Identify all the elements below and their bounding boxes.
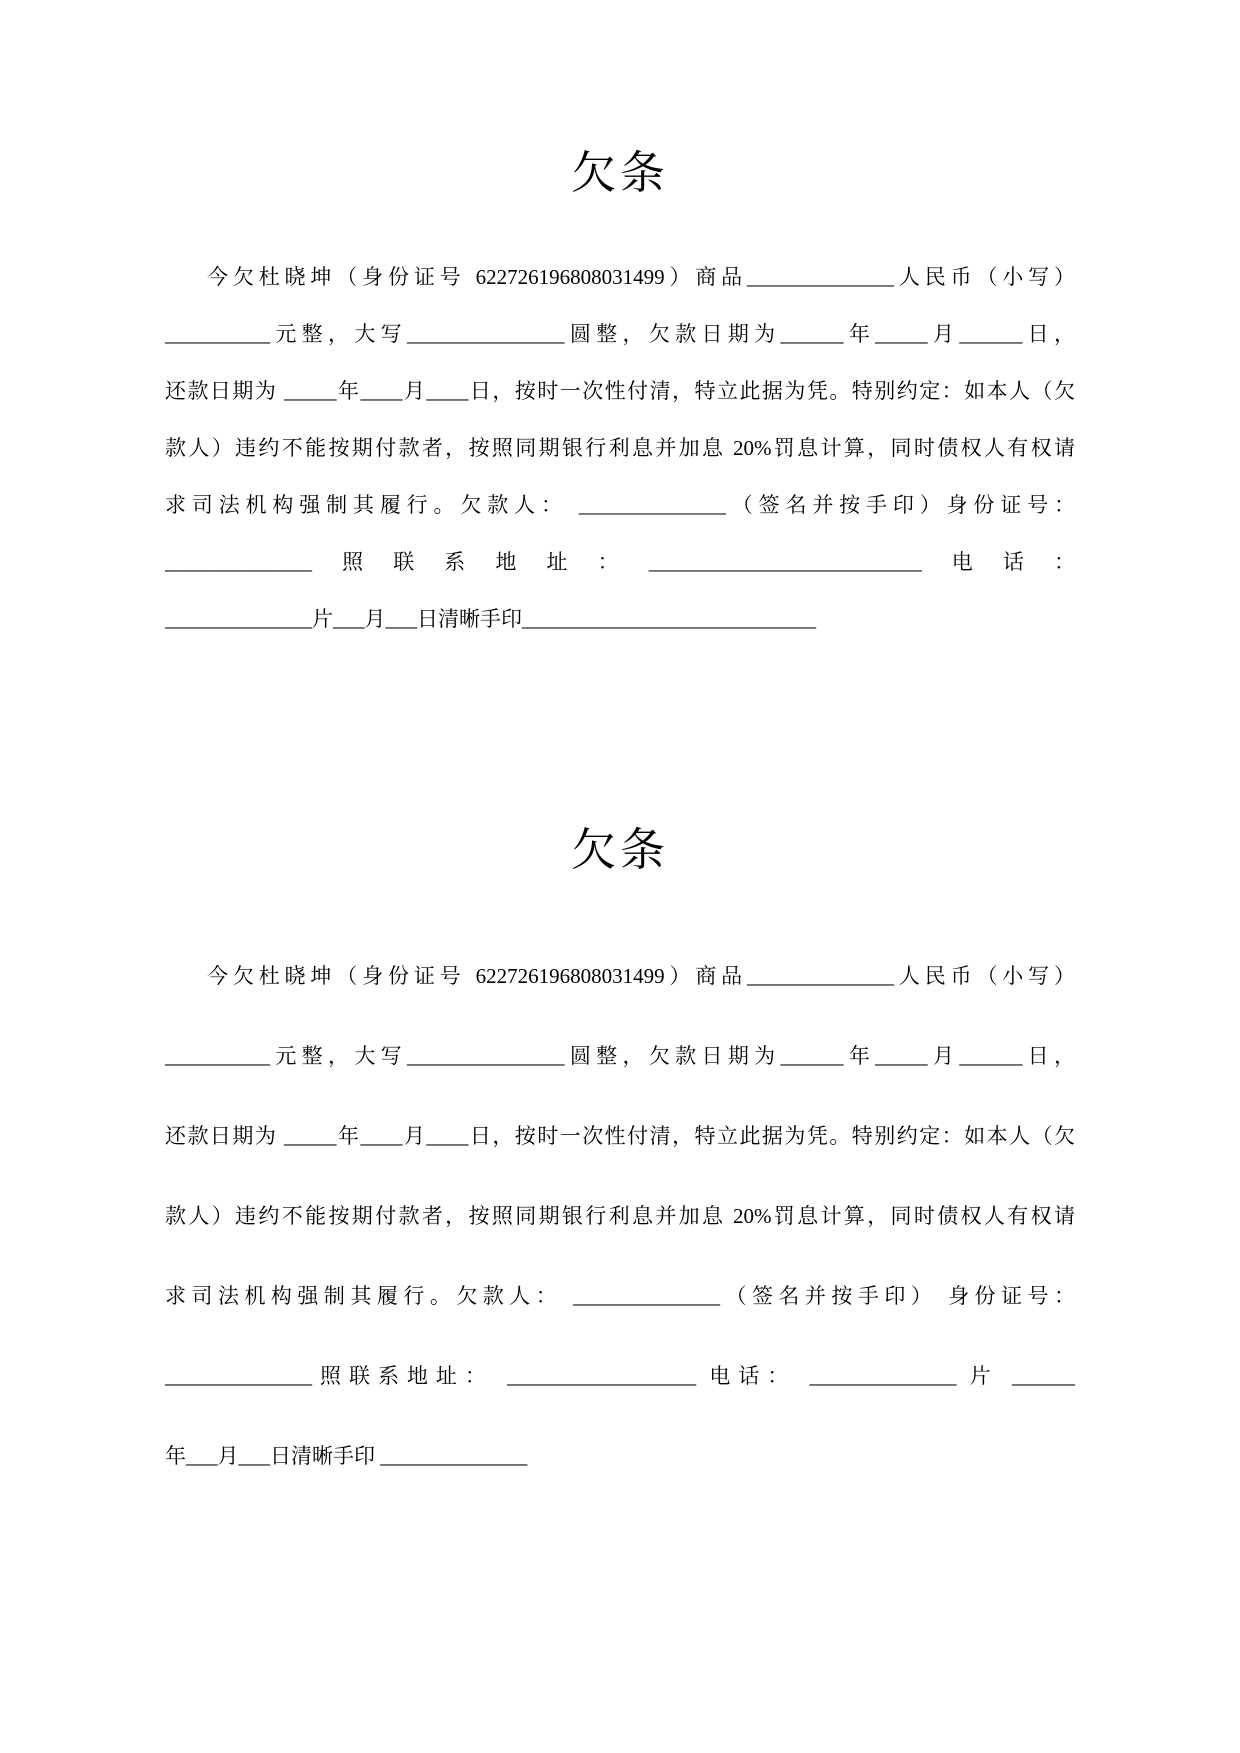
line-penalty-terms: 款人）违约不能按期付款者，按照同期银行利息并加息 20%罚息计算，同时债权人有权请 — [165, 1204, 1075, 1228]
line-debtor-info: 今欠杜晓坤（身份证号 622726196808031499）商品______________人民币（小写） — [207, 964, 1075, 988]
iou-note-copy-2 — [0, 820, 1240, 1496]
line-penalty-terms: 款人）违约不能按期付款者，按照同期银行利息并加息 20%罚息计算，同时债权人有权请 — [165, 436, 1075, 460]
line-handprint-date: ______________片___月___日清晰手印____________________________ — [165, 607, 816, 631]
line-signature: 求司法机构强制其履行。欠款人： ______________（签名并按手印）身份证号： — [165, 493, 1075, 517]
line-signature: 求司法机构强制其履行。欠款人： ______________（签名并按手印） 身份证号： — [165, 1284, 1075, 1308]
note-body — [165, 249, 1075, 648]
line-repayment-date: 还款日期为 _____年____月____日，按时一次性付清，特立此据为凭。特别约定：如本人（欠 — [165, 379, 1075, 403]
line-contact: ______________照联系地址：__________________________电话： — [165, 550, 1075, 574]
line-repayment-date: 还款日期为 _____年____月____日，按时一次性付清，特立此据为凭。特别约定：如本人（欠 — [165, 1124, 1075, 1148]
line-debtor-info: 今欠杜晓坤（身份证号 622726196808031499）商品______________人民币（小写） — [207, 265, 1075, 289]
line-contact: ______________照联系地址： __________________ 电话： ______________ 片 ______ — [165, 1364, 1075, 1388]
line-amount: __________元整，大写_______________圆整，欠款日期为______年_____月______日， — [165, 322, 1075, 346]
line-amount: __________元整，大写_______________圆整，欠款日期为______年_____月______日， — [165, 1044, 1075, 1068]
note-title: 欠条 — [570, 825, 669, 875]
line-handprint-date: 年___月___日清晰手印 ______________ — [165, 1444, 528, 1468]
note-body — [165, 936, 1075, 1496]
iou-note-copy-1 — [0, 143, 1240, 648]
note-title: 欠条 — [570, 148, 669, 198]
